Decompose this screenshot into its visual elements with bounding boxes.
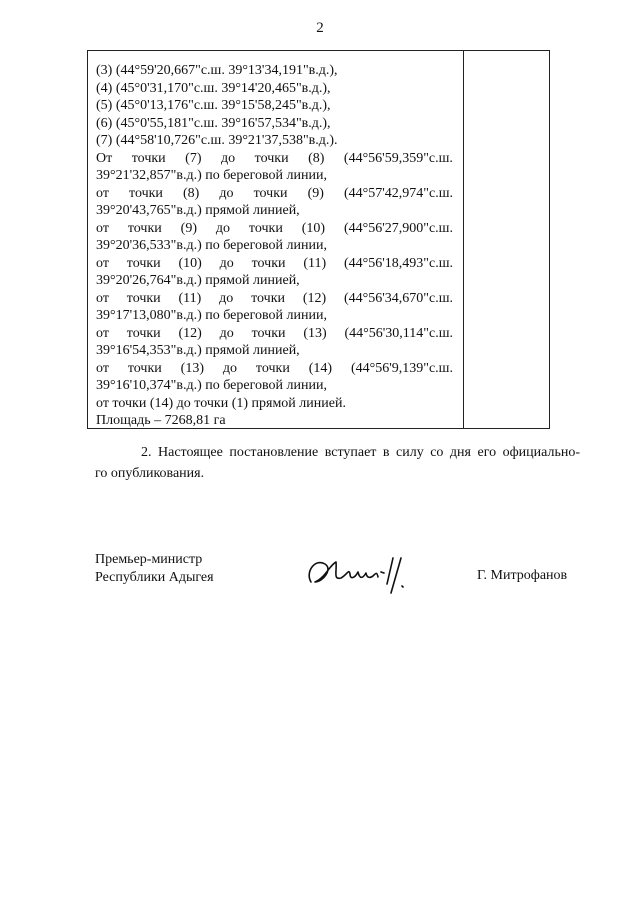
segment-word: точки xyxy=(126,325,161,341)
segment-word: (12) xyxy=(302,290,327,306)
segment-word: (13) xyxy=(180,360,204,376)
signatory-name: Г. Митрофанов xyxy=(477,568,568,583)
segment-word: (8) xyxy=(308,150,325,166)
segment-word: точки xyxy=(126,255,161,271)
segment-word: (44°57'42,974"с.ш. xyxy=(344,185,453,201)
segment-word: от xyxy=(96,325,109,341)
coordinate-line: (5) (45°0'13,176"с.ш. 39°15'58,245"в.д.), xyxy=(96,98,331,113)
segment-word: (10) xyxy=(178,255,202,271)
segment-word: (14) xyxy=(308,360,333,376)
empty-cell xyxy=(464,51,549,428)
segment-word: точки xyxy=(254,150,289,166)
segment-word: точки xyxy=(127,360,162,376)
segment-line xyxy=(96,360,453,378)
segment-word: (11) xyxy=(303,255,327,271)
segment-word: точки xyxy=(251,290,285,306)
segment-word: (9) xyxy=(307,185,324,201)
segment-word: от xyxy=(96,290,109,306)
segment-tail: 39°17'13,080"в.д.) по береговой линии, xyxy=(96,308,327,323)
segment-word: от xyxy=(96,360,109,376)
segment-word: от xyxy=(96,220,109,236)
segment-line xyxy=(96,290,453,308)
segment-tail: 39°20'43,765"в.д.) прямой линией, xyxy=(96,203,300,218)
paragraph-2-line-1: 2. Настоящее постановление вступает в силу со дня его официально- xyxy=(141,445,580,460)
segment-word: точки xyxy=(131,150,166,166)
segment-line xyxy=(96,255,453,273)
coordinate-line: (6) (45°0'55,181"с.ш. 39°16'57,534"в.д.), xyxy=(96,115,331,131)
segment-word: до xyxy=(219,185,234,201)
area-line: Площадь – 7268,81 га xyxy=(96,413,226,428)
segment-tail: 39°21'32,857"в.д.) по береговой линии, xyxy=(96,168,327,183)
segment-word: точки xyxy=(251,325,286,341)
segment-tail: 39°16'10,374"в.д.) по береговой линии, xyxy=(96,378,327,393)
segment-line xyxy=(96,185,453,203)
segment-word: (13) xyxy=(303,325,327,341)
segment-word: от xyxy=(96,255,109,271)
segment-word: (44°56'34,670"с.ш. xyxy=(343,290,453,306)
segment-word: точки xyxy=(255,360,290,376)
segment-line xyxy=(96,150,453,168)
segment-word: точки xyxy=(126,290,161,306)
segment-word: От xyxy=(96,150,113,166)
segment-word: до xyxy=(221,150,236,166)
segment-word: (11) xyxy=(178,290,202,306)
segment-word: до xyxy=(219,290,234,306)
segment-line xyxy=(96,220,453,238)
coordinate-line: (4) (45°0'31,170"с.ш. 39°14'20,465"в.д.), xyxy=(96,80,331,96)
segment-word: точки xyxy=(251,255,286,271)
segment-word: от xyxy=(96,185,109,201)
signatory-title xyxy=(95,551,214,587)
segment-tail: 39°20'36,533"в.д.) по береговой линии, xyxy=(96,238,327,253)
paragraph-2-line-2: го опубликования. xyxy=(95,466,205,481)
segment-word: точки xyxy=(248,220,283,236)
segment-word: (44°56'18,493"с.ш. xyxy=(343,255,453,271)
segment-line xyxy=(96,325,453,343)
signatory-title-line-2: Республики Адыгея xyxy=(95,570,214,585)
coordinate-line: (7) (44°58'10,726"с.ш. 39°21'37,538"в.д.). xyxy=(96,133,338,148)
boundary-table xyxy=(87,50,550,429)
segment-word: (12) xyxy=(178,325,202,341)
segment-word: (44°56'30,114"с.ш. xyxy=(344,325,453,341)
page-number: 2 xyxy=(316,20,324,36)
segment-word: (7) xyxy=(185,150,202,166)
segment-word: (44°56'27,900"с.ш. xyxy=(343,220,453,236)
segment-word: точки xyxy=(127,220,162,236)
segment-word: (44°56'59,359"с.ш. xyxy=(343,150,453,166)
coordinate-line: (3) (44°59'20,667"с.ш. 39°13'34,191"в.д.), xyxy=(96,63,338,78)
boundary-description-cell xyxy=(88,51,464,428)
segment-word: (8) xyxy=(183,185,200,201)
segment-tail: 39°16'54,353"в.д.) прямой линией, xyxy=(96,343,300,358)
signatory-title-line-1: Премьер-министр xyxy=(95,552,203,567)
paragraph-2 xyxy=(95,442,580,484)
segment-word: до xyxy=(215,220,231,236)
segment-word: до xyxy=(219,325,234,341)
segment-word: (9) xyxy=(180,220,197,236)
closing-line: от точки (14) до точки (1) прямой линией. xyxy=(96,395,346,411)
segment-word: (44°56'9,139"с.ш. xyxy=(350,360,453,376)
segments-list xyxy=(96,150,453,395)
segment-word: до xyxy=(222,360,238,376)
segment-word: (10) xyxy=(301,220,326,236)
segment-word: точки xyxy=(253,185,288,201)
handwritten-signature xyxy=(303,548,413,598)
segment-tail: 39°20'26,764"в.д.) прямой линией, xyxy=(96,273,300,288)
segment-word: точки xyxy=(129,185,163,201)
segment-word: до xyxy=(219,255,234,271)
